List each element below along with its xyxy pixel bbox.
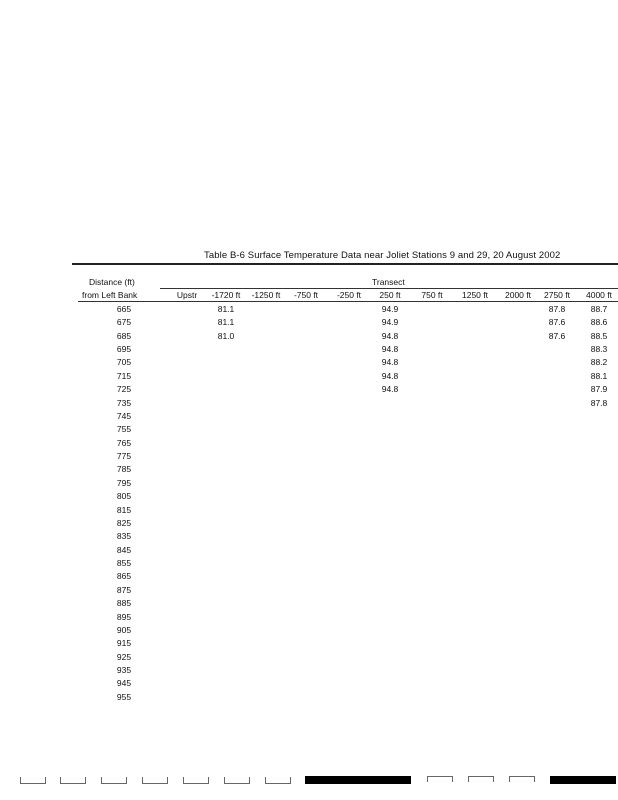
table-row [0,331,618,344]
column-header: -750 ft [293,290,319,300]
scan-mark [468,776,494,782]
temperature-cell: 94.9 [381,317,399,328]
distance-cell: 685 [116,330,132,341]
temperature-cell: 94.9 [381,304,399,314]
column-header: 4000 ft [586,290,612,300]
table-row [0,317,618,330]
scan-mark [101,777,127,784]
scan-mark [183,777,209,784]
column-header: 2750 ft [544,290,570,300]
distance-cell: 815 [116,504,132,515]
column-header: 250 ft [379,290,401,300]
distance-cell: 945 [116,678,132,689]
bottom-scan-bar [0,774,618,788]
table-row [0,464,618,477]
temperature-cell: 81.1 [217,317,235,328]
distance-cell: 795 [116,477,132,488]
top-rule [72,263,618,265]
distance-cell: 725 [116,384,132,395]
distance-cell: 845 [116,544,132,555]
column-header: 2000 ft [505,290,531,300]
temperature-cell: 87.8 [590,397,608,408]
table-row [0,598,618,611]
table-row [0,531,618,544]
distance-cell: 905 [116,624,132,635]
temperature-cell: 94.8 [381,357,399,368]
table-row [0,638,618,651]
distance-cell: 735 [116,397,132,408]
table-row [0,424,618,437]
distance-cell: 865 [116,571,132,582]
distance-cell: 895 [116,611,132,622]
distance-cell: 935 [116,664,132,675]
table-row [0,384,618,397]
column-header: Upstr [176,290,198,300]
scan-mark [20,777,46,784]
column-header: -1250 ft [251,290,281,300]
scan-mark [142,777,168,784]
column-header: -1720 ft [211,290,241,300]
scan-mark [427,776,453,782]
table-row [0,371,618,384]
distance-cell: 875 [116,584,132,595]
table-row [0,571,618,584]
table-row [0,612,618,625]
scan-mark [509,776,535,782]
temperature-cell: 88.1 [590,370,608,381]
temperature-cell: 81.1 [217,304,235,314]
distance-cell: 775 [116,451,132,462]
distance-cell: 835 [116,531,132,542]
distance-cell: 805 [116,491,132,502]
scan-mark [224,777,250,784]
table-row [0,518,618,531]
temperature-cell: 87.6 [548,317,566,328]
distance-cell: 955 [116,691,132,702]
temperature-cell: 88.5 [590,330,608,341]
transect-rule [160,288,618,289]
table-row [0,344,618,357]
distance-cell: 765 [116,437,132,448]
distance-cell: 915 [116,638,132,649]
table-row [0,558,618,571]
distance-cell: 885 [116,598,132,609]
table-row [0,451,618,464]
distance-cell: 695 [116,344,132,355]
column-header: 750 ft [421,290,443,300]
temperature-cell: 94.8 [381,330,399,341]
table-row [0,357,618,370]
temperature-cell: 88.2 [590,357,608,368]
distance-cell: 675 [116,317,132,328]
distance-cell: 745 [116,410,132,421]
distance-header-line1: Distance (ft) [89,277,135,287]
temperature-cell: 87.6 [548,330,566,341]
distance-cell: 825 [116,517,132,528]
distance-cell: 855 [116,558,132,569]
distance-cell: 715 [116,370,132,381]
distance-cell: 665 [116,304,132,314]
table-row [0,652,618,665]
header-rule [78,301,618,302]
table-row [0,438,618,451]
table-title: Table B-6 Surface Temperature Data near Joliet Stations 9 and 29, 20 August 2002 [204,250,561,261]
distance-cell: 705 [116,357,132,368]
distance-cell: 755 [116,424,132,435]
scan-mark [265,777,291,784]
distance-cell: 925 [116,651,132,662]
distance-header-line2: from Left Bank [82,290,138,300]
temperature-cell: 88.6 [590,317,608,328]
column-header: -250 ft [336,290,362,300]
table-row [0,505,618,518]
transect-header: Transect [372,277,405,287]
column-header: 1250 ft [462,290,488,300]
temperature-cell: 87.9 [590,384,608,395]
table-row [0,398,618,411]
table-row [0,585,618,598]
table-row [0,411,618,424]
table-row [0,478,618,491]
temperature-cell: 94.8 [381,344,399,355]
table-row [0,678,618,691]
table-row [0,625,618,638]
temperature-cell: 87.8 [548,304,566,314]
temperature-cell: 88.3 [590,344,608,355]
scan-bar [550,776,616,784]
temperature-cell: 88.7 [590,304,608,314]
table-row [0,304,618,317]
table-row [0,665,618,678]
scan-bar [305,776,411,784]
temperature-cell: 81.0 [217,330,235,341]
scan-mark [60,777,86,784]
distance-cell: 785 [116,464,132,475]
table-row [0,692,618,705]
temperature-cell: 94.8 [381,370,399,381]
table-row [0,491,618,504]
table-row [0,545,618,558]
temperature-cell: 94.8 [381,384,399,395]
